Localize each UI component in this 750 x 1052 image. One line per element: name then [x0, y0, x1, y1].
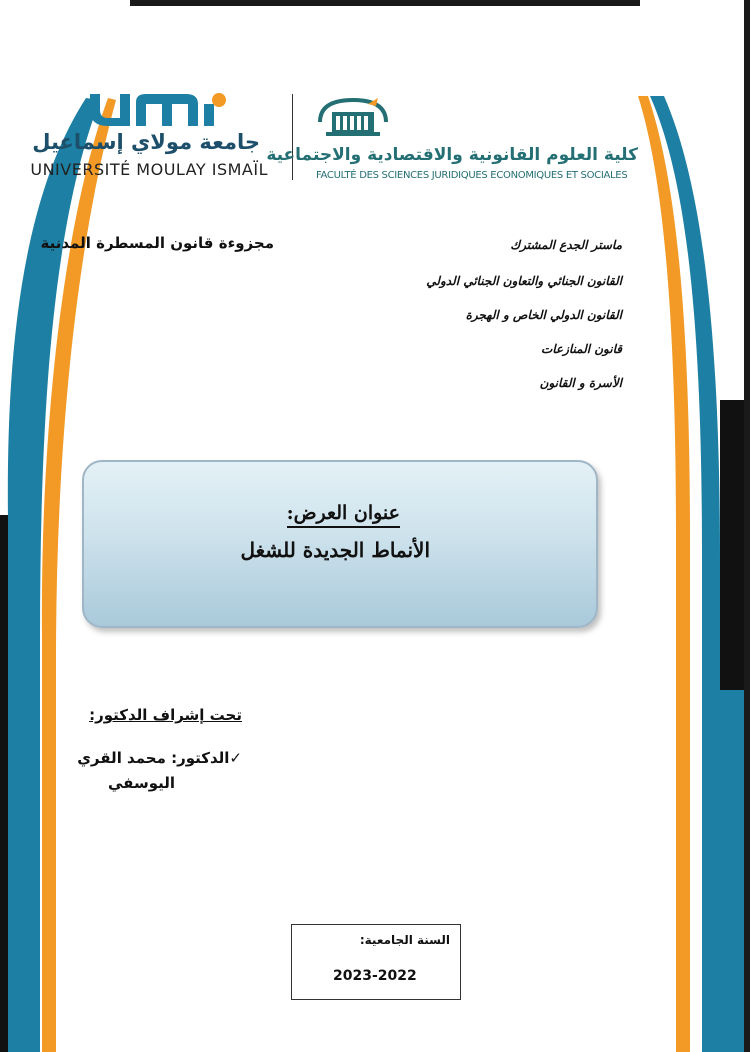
program-item: القانون الجنائي والتعاون الجنائي الدولي — [426, 274, 622, 288]
faculty-french-name: FACULTÉ DES SCIENCES JURIDIQUES ECONOMIQUES ET SOCIALES — [316, 170, 628, 181]
right-orange-curve — [638, 96, 690, 1052]
presentation-title: الأنماط الجديدة للشغل — [240, 538, 430, 562]
logo-separator — [292, 94, 293, 180]
faculty-building-logo-icon — [318, 96, 388, 138]
program-item: القانون الدولي الخاص و الهجرة — [465, 308, 622, 322]
title-label: عنوان العرض: — [287, 502, 400, 528]
university-french-name: UNIVERSITÉ MOULAY ISMAÏL — [30, 160, 268, 179]
module-heading: مجزوءة قانون المسطرة المدنية — [40, 234, 274, 252]
supervisor-name-cont: اليوسفي — [107, 774, 175, 792]
umi-logo-icon — [86, 92, 246, 132]
university-arabic-name: جامعة مولاي إسماعيل — [32, 130, 260, 154]
program-item: ماستر الجدع المشترك — [510, 238, 622, 252]
program-item: الأسرة و القانون — [539, 376, 622, 390]
supervision-heading: تحت إشراف الدكتور: — [89, 706, 242, 724]
program-item: قانون المنازعات — [540, 342, 622, 356]
academic-year-value: 2023-2022 — [333, 968, 417, 984]
faculty-arabic-name: كلية العلوم القانونية والاقتصادية والاجتماعية — [266, 145, 638, 165]
supervisor-name: ✓الدكتور: محمد القري — [77, 749, 242, 767]
academic-year-label: السنة الجامعية: — [359, 933, 450, 947]
